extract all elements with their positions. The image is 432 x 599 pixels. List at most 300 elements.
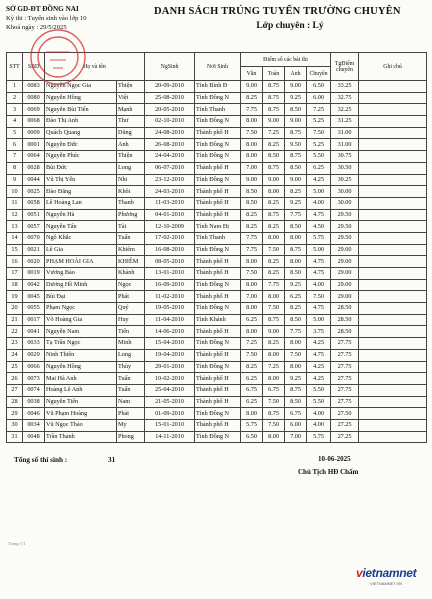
score-van-cell: 8.00 [241,116,263,128]
score-chuyen-cell: 5.25 [307,139,331,151]
birthplace-cell: Tỉnh Đồng N [195,139,241,151]
score-anh-cell: 6.75 [285,408,307,420]
birthplace-cell: Tỉnh Đồng N [195,279,241,291]
official-stamp [28,24,88,90]
score-anh-cell: 8.00 [285,232,307,244]
note-cell [359,127,427,139]
given-name-cell: Phong [117,431,145,443]
table-row [7,373,427,385]
dob-cell: 17-02-2010 [145,232,195,244]
given-name-cell: Tài [117,221,145,233]
note-cell [359,174,427,186]
dob-cell: 19-04-2010 [145,349,195,361]
score-chuyen-cell: 5.50 [307,384,331,396]
score-van-cell: 8.25 [241,92,263,104]
score-anh-cell: 9.25 [285,279,307,291]
score-chuyen-cell: 5.75 [307,431,331,443]
dob-cell: 10-02-2010 [145,373,195,385]
total-score-cell: 29.50 [331,209,359,221]
table-row [7,279,427,291]
sbd-cell: 0048 [23,431,45,443]
score-chuyen-cell: 4.00 [307,419,331,431]
surname-cell: Phạm Ngọc [45,303,117,315]
total-score-cell: 27.25 [331,419,359,431]
surname-cell: Bùi Đại [45,291,117,303]
birthplace-cell: Tỉnh Đồng N [195,431,241,443]
dob-cell: 21-05-2010 [145,396,195,408]
surname-cell: Nguyễn Phúc [45,151,117,163]
score-toan-cell: 6.75 [263,384,285,396]
given-name-cell: Quý [117,303,145,315]
sbd-cell: 0080 [23,92,45,104]
score-anh-cell: 7.00 [285,431,307,443]
dob-cell: 02-10-2010 [145,116,195,128]
score-anh-cell: 8.50 [285,104,307,116]
dob-cell: 25-04-2010 [145,384,195,396]
total-students-label: Tổng số thí sinh : [14,456,68,464]
note-cell [359,349,427,361]
surname-cell: Hoàng Lê Anh [45,384,117,396]
stt-cell: 8 [7,162,23,174]
score-van-cell: 8.00 [241,151,263,163]
given-name-cell: Tuấn [117,232,145,244]
total-score-cell: 29.00 [331,244,359,256]
given-name-cell: Khôi [117,186,145,198]
total-score-cell: 27.75 [331,373,359,385]
score-toan-cell: 8.75 [263,81,285,93]
total-score-cell: 30.25 [331,174,359,186]
score-toan-cell: 8.75 [263,92,285,104]
sbd-cell: 0073 [23,373,45,385]
surname-cell: Vũ Ngọc Thảo [45,419,117,431]
score-chuyen-cell: 4.25 [307,361,331,373]
score-chuyen-cell: 7.50 [307,291,331,303]
total-score-cell: 29.00 [331,291,359,303]
dob-cell: 15-01-2010 [145,419,195,431]
stt-cell: 9 [7,174,23,186]
total-score-cell: 32.75 [331,92,359,104]
table-row [7,221,427,233]
surname-cell: Lê Gia [45,244,117,256]
total-score-cell: 28.50 [331,326,359,338]
score-anh-cell: 9.00 [285,116,307,128]
header-anh: Anh [285,67,307,81]
birthplace-cell: Tỉnh Bình Đ [195,81,241,93]
score-anh-cell: 8.50 [285,162,307,174]
surname-cell: Nguyễn Nam [45,326,117,338]
sbd-cell: 0058 [23,197,45,209]
class-title: Lớp chuyên : Lý [256,21,324,31]
given-name-cell: Phát [117,408,145,420]
note-cell [359,104,427,116]
score-chuyen-cell: 4.75 [307,349,331,361]
score-anh-cell: 8.75 [285,384,307,396]
score-toan-cell: 8.00 [263,186,285,198]
header-sbd: SBD [23,53,45,81]
signature-title: Chủ Tịch HĐ Chấm [298,468,359,476]
score-chuyen-cell: 4.25 [307,174,331,186]
score-chuyen-cell: 7.50 [307,127,331,139]
score-van-cell: 7.75 [241,232,263,244]
stt-cell: 2 [7,92,23,104]
birthplace-cell: Thành phố H [195,291,241,303]
note-cell [359,373,427,385]
dob-cell: 15-04-2010 [145,338,195,350]
table-row [7,314,427,326]
stt-cell: 16 [7,256,23,268]
note-cell [359,396,427,408]
score-anh-cell: 9.00 [285,174,307,186]
score-anh-cell: 8.75 [285,151,307,163]
birthplace-cell: Tỉnh Đồng N [195,361,241,373]
sbd-cell: 0066 [23,361,45,373]
score-toan-cell: 8.50 [263,151,285,163]
note-cell [359,256,427,268]
dob-cell: 06-07-2010 [145,162,195,174]
birthplace-cell: Tỉnh Đồng N [195,116,241,128]
total-students-count: 31 [108,456,116,464]
total-score-cell: 28.50 [331,303,359,315]
header-chuyen: Chuyên [307,67,331,81]
score-van-cell: 6.75 [241,384,263,396]
total-score-cell: 31.00 [331,139,359,151]
surname-cell: Ninh Thiên [45,349,117,361]
sbd-cell: 0074 [23,384,45,396]
sbd-cell: 0001 [23,139,45,151]
sbd-cell: 0042 [23,279,45,291]
score-toan-cell: 9.00 [263,116,285,128]
score-van-cell: 6.25 [241,314,263,326]
score-anh-cell: 9.25 [285,373,307,385]
note-cell [359,232,427,244]
score-anh-cell: 8.75 [285,127,307,139]
watermark-sub: VIETNAMNET.VN [370,581,403,586]
score-toan-cell: 8.00 [263,373,285,385]
score-toan-cell: 9.00 [263,326,285,338]
total-score-cell: 30.00 [331,197,359,209]
score-toan-cell: 8.00 [263,349,285,361]
total-score-cell: 27.75 [331,338,359,350]
table-row [7,396,427,408]
page-number: Trang 1/1 [8,541,26,546]
dob-cell: 16-08-2010 [145,244,195,256]
given-name-cell: Long [117,162,145,174]
birthplace-cell: Thành phố H [195,197,241,209]
birthplace-cell: Tỉnh Đồng N [195,303,241,315]
score-van-cell: 7.50 [241,349,263,361]
birthplace-cell: Thành phố H [195,396,241,408]
document-title: DANH SÁCH TRÚNG TUYỂN TRƯỜNG CHUYÊN [154,6,401,17]
given-name-cell: Long [117,349,145,361]
score-toan-cell: 9.00 [263,174,285,186]
score-anh-cell: 8.25 [285,303,307,315]
score-anh-cell: 9.25 [285,197,307,209]
surname-cell: Tạ Trần Ngọc [45,338,117,350]
stt-cell: 5 [7,127,23,139]
sbd-cell: 0051 [23,209,45,221]
sbd-cell: 0044 [23,174,45,186]
score-van-cell: 8.00 [241,326,263,338]
dob-cell: 13-01-2010 [145,268,195,280]
score-van-cell: 7.75 [241,104,263,116]
note-cell [359,279,427,291]
stt-cell: 24 [7,349,23,361]
table-row [7,104,427,116]
score-toan-cell: 7.50 [263,244,285,256]
score-van-cell: 8.25 [241,209,263,221]
stt-cell: 26 [7,373,23,385]
score-van-cell: 8.00 [241,256,263,268]
table-row [7,127,427,139]
note-cell [359,244,427,256]
sbd-cell: 0057 [23,221,45,233]
note-cell [359,338,427,350]
table-row [7,338,427,350]
total-score-cell: 29.50 [331,232,359,244]
surname-cell: Bùi Đức [45,162,117,174]
note-cell [359,116,427,128]
surname-cell: Nguyễn Hồng [45,361,117,373]
total-score-cell: 29.00 [331,268,359,280]
sbd-cell: 0029 [23,349,45,361]
given-name-cell: Anh [117,139,145,151]
table-row [7,151,427,163]
stt-cell: 10 [7,186,23,198]
score-anh-cell: 8.00 [285,361,307,373]
sbd-cell: 0068 [23,116,45,128]
surname-cell: Lê Hoàng Lan [45,197,117,209]
score-van-cell: 8.25 [241,361,263,373]
stt-cell: 27 [7,384,23,396]
stt-cell: 1 [7,81,23,93]
score-chuyen-cell: 5.00 [307,186,331,198]
total-score-cell: 30.00 [331,186,359,198]
score-toan-cell: 7.25 [263,361,285,373]
note-cell [359,291,427,303]
note-cell [359,139,427,151]
table-row [7,197,427,209]
score-toan-cell: 8.00 [263,232,285,244]
header-van: Văn [241,67,263,81]
given-name-cell: Thiện [117,81,145,93]
table-row [7,174,427,186]
score-anh-cell: 8.50 [285,268,307,280]
score-toan-cell: 8.25 [263,139,285,151]
score-chuyen-cell: 5.00 [307,314,331,326]
birthplace-cell: Thành phố H [195,256,241,268]
sbd-cell: 0083 [23,81,45,93]
score-van-cell: 9.00 [241,81,263,93]
note-cell [359,162,427,174]
dob-cell: 29-01-2010 [145,361,195,373]
dob-cell: 26-08-2010 [145,139,195,151]
total-score-cell: 27.75 [331,361,359,373]
score-anh-cell: 8.00 [285,338,307,350]
note-cell [359,361,427,373]
table-row [7,303,427,315]
sbd-cell: 0021 [23,244,45,256]
stt-cell: 15 [7,244,23,256]
birthplace-cell: Thành phố H [195,127,241,139]
score-chuyen-cell: 4.75 [307,303,331,315]
sbd-cell: 0041 [23,326,45,338]
department-name: SỞ GD-ĐT ĐỒNG NAI [6,5,79,13]
surname-cell: Trần Thanh [45,431,117,443]
stt-cell: 30 [7,419,23,431]
sbd-cell: 0055 [23,303,45,315]
total-score-cell: 29.00 [331,279,359,291]
given-name-cell: Thanh [117,197,145,209]
stt-cell: 20 [7,303,23,315]
stt-cell: 6 [7,139,23,151]
surname-cell: Nguyễn Đức [45,139,117,151]
total-score-cell: 27.50 [331,408,359,420]
sbd-cell: 0046 [23,408,45,420]
surname-cell: Đào Đăng [45,186,117,198]
surname-cell: Nguyễn Tấn [45,221,117,233]
score-toan-cell: 8.25 [263,338,285,350]
score-anh-cell: 9.00 [285,81,307,93]
dob-cell: 11-02-2010 [145,291,195,303]
score-chuyen-cell: 5.50 [307,396,331,408]
score-chuyen-cell: 4.00 [307,197,331,209]
table-row [7,162,427,174]
score-anh-cell: 8.50 [285,221,307,233]
birthplace-cell: Tỉnh Nam Đị [195,221,241,233]
score-chuyen-cell: 5.00 [307,244,331,256]
table-row [7,209,427,221]
score-toan-cell: 8.75 [263,209,285,221]
score-toan-cell: 8.00 [263,291,285,303]
vietnamnet-logo: vietnamnet [356,566,417,580]
stt-cell: 7 [7,151,23,163]
score-chuyen-cell: 7.25 [307,104,331,116]
note-cell [359,209,427,221]
surname-cell: PHẠM HOÀI GIA [45,256,117,268]
score-chuyen-cell: 4.25 [307,338,331,350]
score-toan-cell: 7.50 [263,303,285,315]
score-van-cell: 6.50 [241,431,263,443]
score-chuyen-cell: 4.00 [307,408,331,420]
score-chuyen-cell: 6.00 [307,92,331,104]
given-name-cell: Dũng [117,127,145,139]
given-name-cell: Khánh [117,268,145,280]
birthplace-cell: Thành phố H [195,268,241,280]
score-van-cell: 8.00 [241,303,263,315]
sbd-cell: 0069 [23,104,45,116]
table-row [7,291,427,303]
dob-cell: 20-05-2010 [145,104,195,116]
sbd-cell: 0025 [23,186,45,198]
stt-cell: 12 [7,209,23,221]
total-score-cell: 28.50 [331,314,359,326]
note-cell [359,419,427,431]
dob-cell: 24-04-2010 [145,151,195,163]
score-anh-cell: 7.75 [285,326,307,338]
birthplace-cell: Thành phố H [195,349,241,361]
sbd-cell: 0028 [23,162,45,174]
given-name-cell: Tuấn [117,373,145,385]
dob-cell: 19-05-2010 [145,303,195,315]
table-row [7,408,427,420]
birthplace-cell: Tỉnh Khánh [195,314,241,326]
given-name-cell: Nhi [117,174,145,186]
stt-cell: 17 [7,268,23,280]
given-name-cell: Phương [117,209,145,221]
score-toan-cell: 8.25 [263,256,285,268]
table-row [7,268,427,280]
header-scores-group: Điểm số các bài thi [241,53,331,67]
score-toan-cell: 8.75 [263,162,285,174]
header-stt: STT [7,53,23,81]
dob-cell: 24-08-2010 [145,127,195,139]
score-toan-cell: 7.25 [263,127,285,139]
note-cell [359,268,427,280]
birthplace-cell: Thành phố H [195,326,241,338]
given-name-cell: KHIÊM [117,256,145,268]
birthplace-cell: Thành phố H [195,186,241,198]
header-toan: Toán [263,67,285,81]
given-name-cell: Ngọc [117,279,145,291]
given-name-cell: Tiến [117,326,145,338]
dob-cell: 24-03-2010 [145,186,195,198]
note-cell [359,92,427,104]
note-cell [359,151,427,163]
surname-cell: Dương Hồ Minh [45,279,117,291]
sbd-cell: 0019 [23,268,45,280]
score-van-cell: 5.75 [241,419,263,431]
note-cell [359,221,427,233]
birthplace-cell: Thành phố H [195,373,241,385]
surname-cell: Ngô Khắc [45,232,117,244]
score-chuyen-cell: 5.25 [307,116,331,128]
note-cell [359,408,427,420]
score-van-cell: 8.25 [241,221,263,233]
note-cell [359,197,427,209]
table-row [7,92,427,104]
stt-cell: 28 [7,396,23,408]
sbd-cell: 0017 [23,314,45,326]
sbd-cell: 0064 [23,151,45,163]
total-score-cell: 27.75 [331,396,359,408]
score-toan-cell: 8.75 [263,314,285,326]
score-toan-cell: 8.25 [263,197,285,209]
vietnamnet-watermark [356,566,428,594]
total-score-cell: 30.75 [331,151,359,163]
dob-cell: 16-09-2010 [145,279,195,291]
score-anh-cell: 8.25 [285,186,307,198]
sbd-cell: 0038 [23,396,45,408]
surname-cell: Nguyễn Hà [45,209,117,221]
dob-cell: 01-09-2010 [145,408,195,420]
table-row [7,139,427,151]
header-note: Ghi chú [359,53,427,81]
given-name-cell: Phát [117,291,145,303]
stt-cell: 31 [7,431,23,443]
stt-cell: 13 [7,221,23,233]
surname-cell: Vương Bảo [45,268,117,280]
score-anh-cell: 7.75 [285,209,307,221]
birthplace-cell: Tỉnh Thanh [195,104,241,116]
exam-line: Kỳ thi : Tuyển sinh vào lớp 10 [6,15,87,22]
score-toan-cell: 8.25 [263,221,285,233]
note-cell [359,314,427,326]
surname-cell: Nguyễn Tiến [45,396,117,408]
surname-cell: Vũ Thị Yến [45,174,117,186]
score-anh-cell: 6.25 [285,291,307,303]
score-van-cell: 9.00 [241,174,263,186]
score-toan-cell: 8.00 [263,431,285,443]
